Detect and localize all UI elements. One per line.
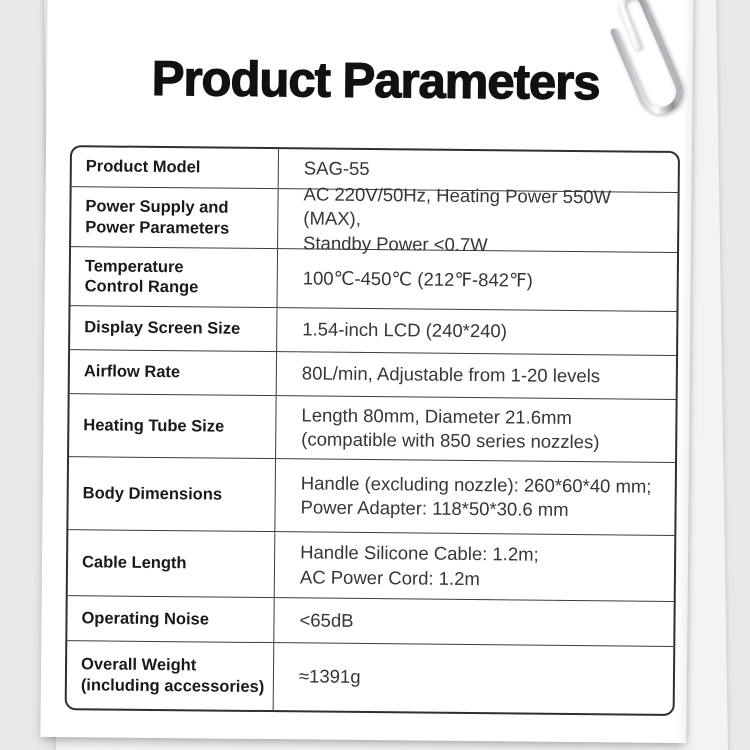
table-row [70, 350, 676, 400]
param-value-cell: Handle (excluding nozzle): 260*60*40 mm; Power Adapter: 118*50*30.6 mm [300, 471, 652, 520]
param-label-cell: Airflow Rate [70, 350, 277, 395]
table-row [71, 247, 678, 312]
param-value-cell: Handle Silicone Cable: 1.2m; AC Power Cord: 1.2m [299, 541, 539, 589]
param-label-cell: Overall Weight (including accessories) [67, 641, 275, 710]
table-row [71, 183, 678, 255]
param-label-cell: Product Model [72, 147, 279, 188]
param-value-cell: <65dB [299, 609, 354, 631]
page-title: Product Parameters [151, 51, 600, 111]
table-row [67, 596, 673, 647]
param-value-cell: AC 220V/50Hz, Heating Power 550W (MAX), Standby Power <0.7W [303, 183, 612, 255]
table-row [69, 394, 676, 463]
param-label-cell: Heating Tube Size [69, 394, 277, 458]
param-label-cell: Display Screen Size [70, 306, 277, 351]
param-value-cell: SAG-55 [303, 157, 370, 180]
param-value-cell: Length 80mm, Diameter 21.6mm (compatible with 850 series nozzles) [301, 403, 600, 453]
param-label-cell: Power Supply and Power Parameters [71, 187, 279, 248]
param-label-cell: Cable Length [68, 530, 276, 597]
paper-sheet [40, 0, 693, 743]
table-row [70, 306, 676, 356]
table-row [67, 641, 674, 714]
param-value-cell: 100℃-450℃ (212℉-842℉) [302, 267, 533, 291]
parameters-table [65, 145, 680, 716]
table-row [68, 457, 675, 536]
param-value-cell: ≈1391g [298, 665, 361, 688]
param-label-cell: Operating Noise [67, 596, 274, 642]
param-value-cell: 1.54-inch LCD (240*240) [302, 318, 508, 342]
param-label-cell: Body Dimensions [68, 457, 276, 531]
param-value-cell: 80L/min, Adjustable from 1-20 levels [301, 362, 601, 387]
param-label-cell: Temperature Control Range [71, 247, 279, 307]
table-row [68, 530, 675, 602]
